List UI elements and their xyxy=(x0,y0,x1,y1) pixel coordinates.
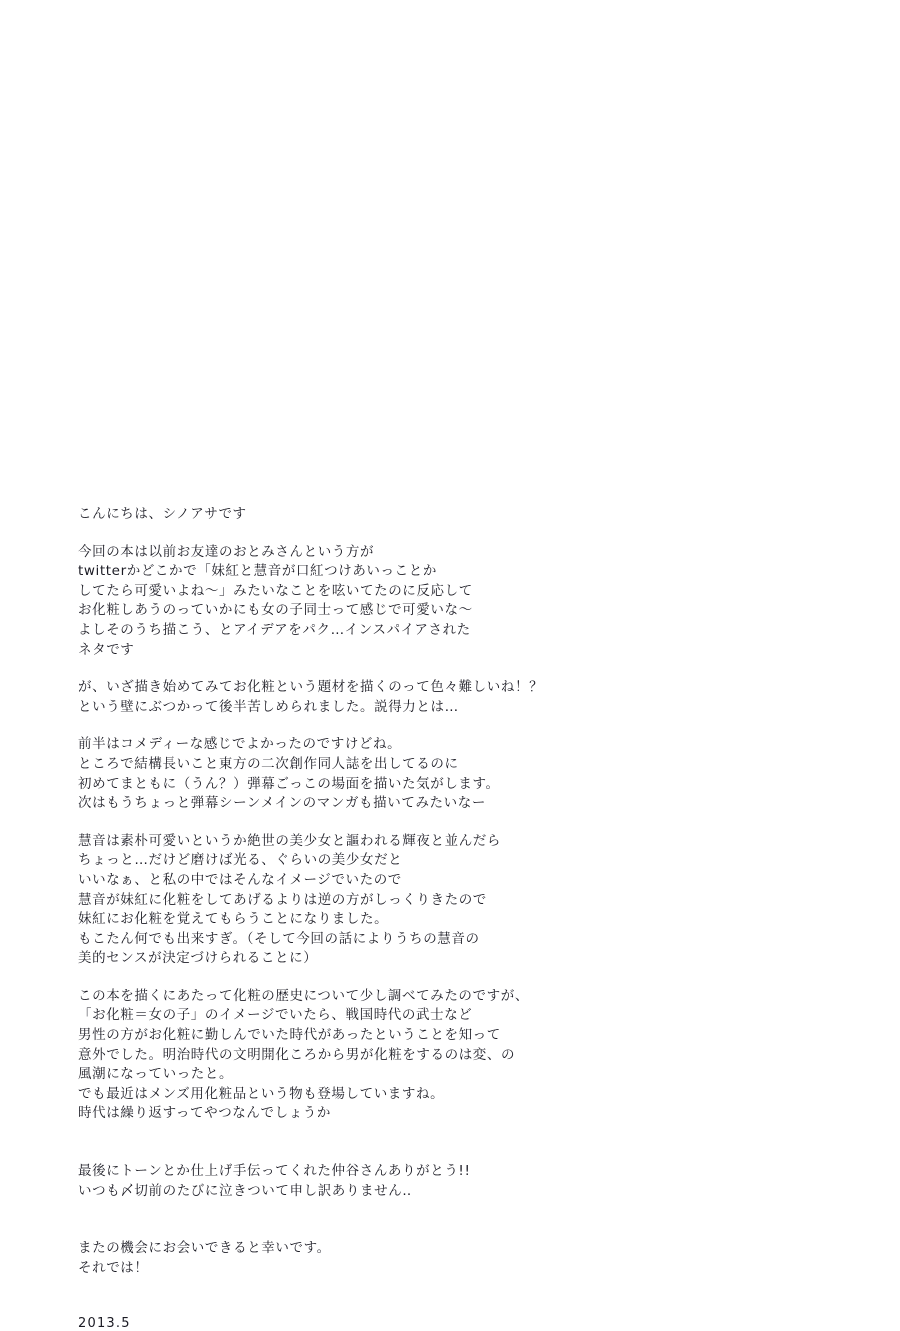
text-line: でも最近はメンズ用化粧品という物も登場していますね。 xyxy=(78,1085,445,1102)
text-line: という壁にぶつかって後半苦しめられました。説得力とは… xyxy=(78,698,459,715)
text-line: お化粧しあうのっていかにも女の子同士って感じで可愛いな〜 xyxy=(78,602,473,619)
publication-date: 2013.5 xyxy=(78,1316,131,1331)
text-line: いいなぁ、と私の中ではそんなイメージでいたので xyxy=(78,871,402,888)
text-line: 前半はコメディーな感じでよかったのですけどね。 xyxy=(78,736,402,753)
text-line: よしそのうち描こう、とアイデアをパク…インスパイアされた xyxy=(78,621,471,638)
text-line: 慧音は素朴可愛いというか絶世の美少女と謳われる輝夜と並んだら xyxy=(78,832,501,849)
paragraph-keine xyxy=(78,832,838,969)
text-line: 美的センスが決定づけられることに） xyxy=(78,950,318,967)
text-line: 男性の方がお化粧に勤しんでいた時代があったということを知って xyxy=(78,1027,501,1044)
text-line: が、いざ描き始めてみてお化粧という題材を描くのって色々難しいね！？ xyxy=(78,679,544,696)
paragraph-greeting xyxy=(78,505,838,525)
text-line: それでは！ xyxy=(78,1259,149,1276)
afterword-text-block xyxy=(78,505,838,1331)
text-line: 初めてまともに（うん？）弾幕ごっこの場面を描いた気がします。 xyxy=(78,775,500,792)
text-line: この本を描くにあたって化粧の歴史について少し調べてみたのですが、 xyxy=(78,987,529,1004)
paragraph-comedy xyxy=(78,735,838,813)
date-block xyxy=(78,1316,838,1331)
paragraph-difficulty xyxy=(78,678,838,717)
text-line: もこたん何でも出来すぎ。（そして今回の話によりうちの慧音の xyxy=(78,930,480,947)
spacer xyxy=(78,1219,838,1239)
text-line: ネタです xyxy=(78,641,135,658)
text-line: ところで結構長いこと東方の二次創作同人誌を出してるのに xyxy=(78,755,459,772)
text-line: してたら可愛いよね〜」みたいなことを呟いてたのに反応して xyxy=(78,582,473,599)
text-line: こんにちは、シノアサです xyxy=(78,506,247,522)
text-line: 今回の本は以前お友達のおとみさんという方が xyxy=(78,543,375,560)
text-line: またの機会にお会いできると幸いです。 xyxy=(78,1240,331,1257)
text-line: ちょっと…だけど磨けば光る、ぐらいの美少女だと xyxy=(78,852,403,869)
text-line: 風潮になっていったと。 xyxy=(78,1066,234,1083)
text-line: いつも〆切前のたびに泣きついて申し訳ありません‥ xyxy=(78,1182,412,1199)
text-line: 妹紅にお化粧を覚えてもらうことになりました。 xyxy=(78,911,389,928)
text-line: twitterかどこかで「妹紅と慧音が口紅つけあいっことか xyxy=(78,563,437,580)
paragraph-history xyxy=(78,987,838,1124)
text-line: 次はもうちょっと弾幕シーンメインのマンガも描いてみたいなー xyxy=(78,795,486,812)
spacer xyxy=(78,1296,838,1316)
text-line: 最後にトーンとか仕上げ手伝ってくれた仲谷さんありがとう!! xyxy=(78,1163,471,1180)
text-line: 「お化粧＝女の子」のイメージでいたら、戦国時代の武士など xyxy=(78,1007,473,1024)
spacer xyxy=(78,1142,838,1162)
text-line: 意外でした。明治時代の文明開化ころから男が化粧をするのは変、の xyxy=(78,1046,516,1063)
paragraph-closing xyxy=(78,1239,838,1278)
paragraph-thanks xyxy=(78,1162,838,1201)
text-line: 慧音が妹紅に化粧をしてあげるよりは逆の方がしっくりきたので xyxy=(78,891,487,908)
text-line: 時代は繰り返すってやつなんでしょうか xyxy=(78,1105,331,1122)
paragraph-origin xyxy=(78,543,838,661)
